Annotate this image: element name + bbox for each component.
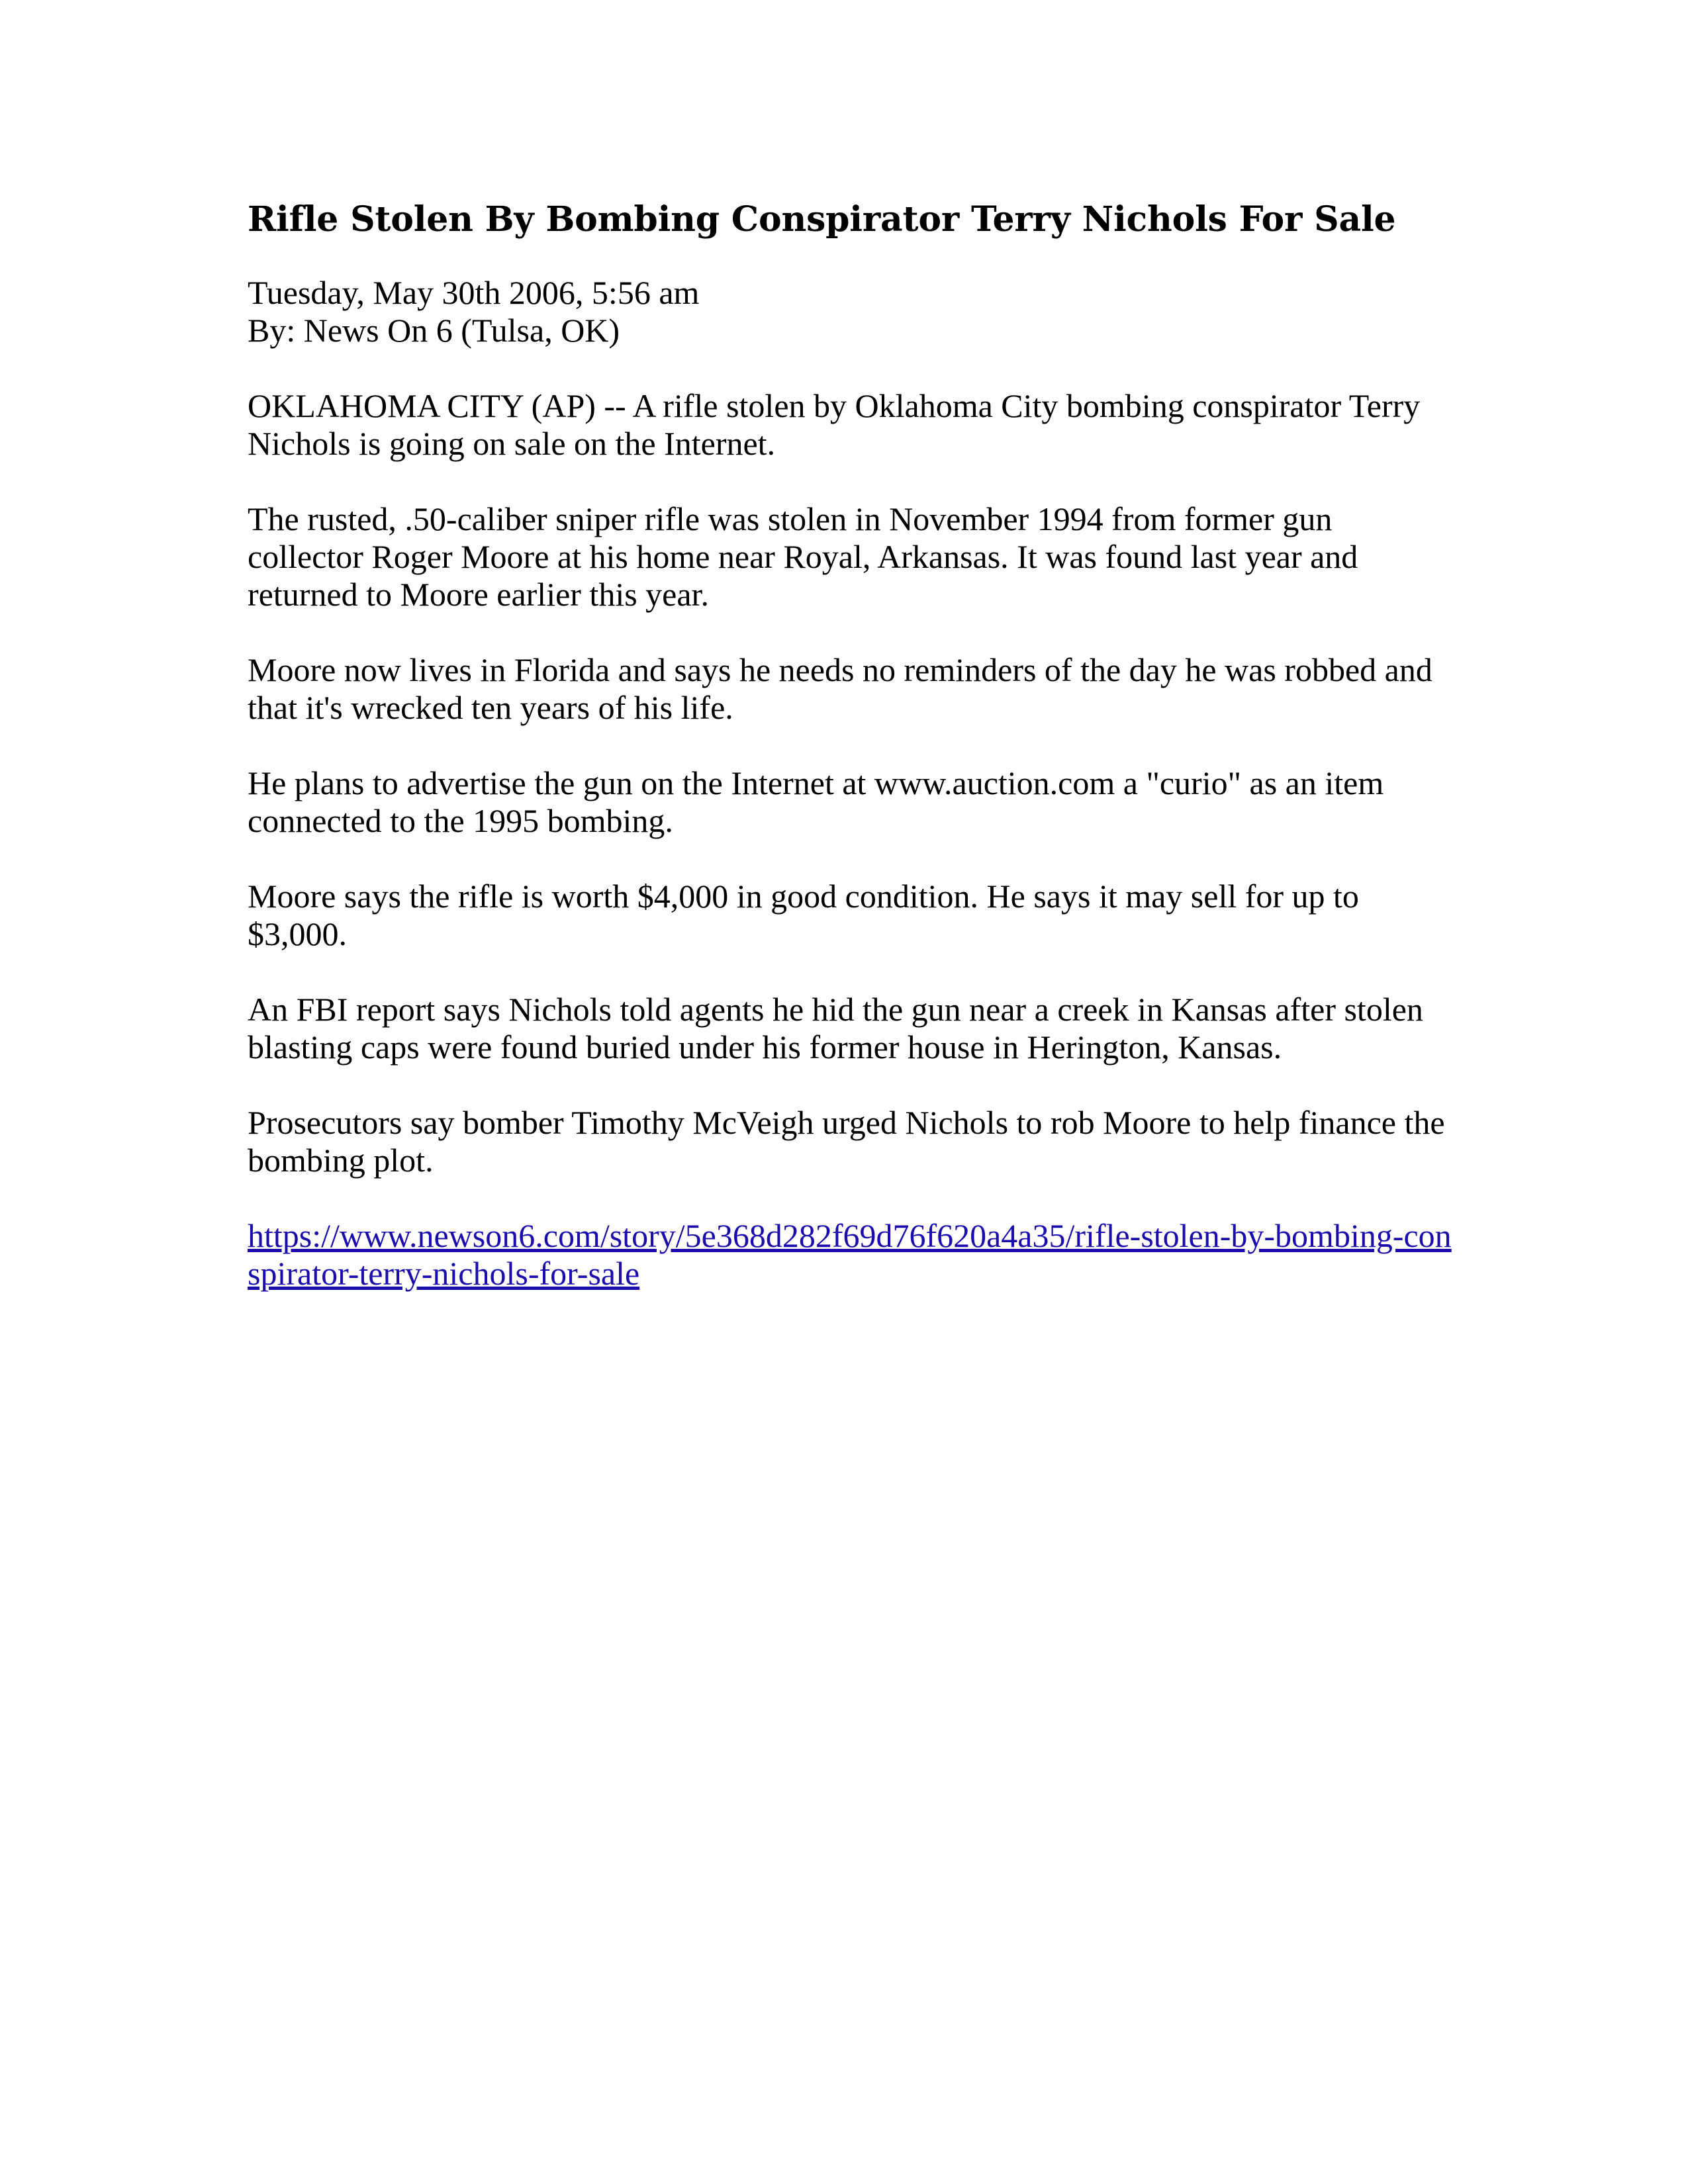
paragraph-3: Moore now lives in Florida and says he needs no reminders of the day he was robbed and that it's wrecked ten years of his life. <box>248 651 1432 726</box>
paragraph-6: An FBI report says Nichols told agents he hid the gun near a creek in Kansas after stolen blasting caps were found buried under his former house in Herington, Kansas. <box>248 991 1423 1066</box>
paragraph-4: He plans to advertise the gun on the Internet at www.auction.com a "curio" as an item connected to the 1995 bombing. <box>248 764 1384 839</box>
paragraph-7: Prosecutors say bomber Timothy McVeigh urged Nichols to rob Moore to help finance the bombing plot. <box>248 1104 1445 1179</box>
article <box>248 196 1452 1293</box>
page-title: Rifle Stolen By Bombing Conspirator Terry Nichols For Sale <box>248 199 1396 240</box>
publish-date: Tuesday, May 30th 2006, 5:56 am <box>248 274 700 311</box>
paragraph-2: The rusted, .50-caliber sniper rifle was stolen in November 1994 from former gun collector Roger Moore at his home near Royal, Arkansas. It was found last year and returned to Moore earlier this year. <box>248 500 1358 613</box>
byline: By: News On 6 (Tulsa, OK) <box>248 312 620 349</box>
paragraph-5: Moore says the rifle is worth $4,000 in good condition. He says it may sell for up to $3,000. <box>248 878 1359 952</box>
paragraph-1: OKLAHOMA CITY (AP) -- A rifle stolen by Oklahoma City bombing conspirator Terry Nichols is going on sale on the Internet. <box>248 387 1421 462</box>
article-meta <box>248 274 1452 349</box>
source-link[interactable]: https://www.newson6.com/story/5e368d282f69d76f620a4a35/rifle-stolen-by-bombing-conspirator-terry-nichols-for-sale <box>248 1217 1452 1292</box>
